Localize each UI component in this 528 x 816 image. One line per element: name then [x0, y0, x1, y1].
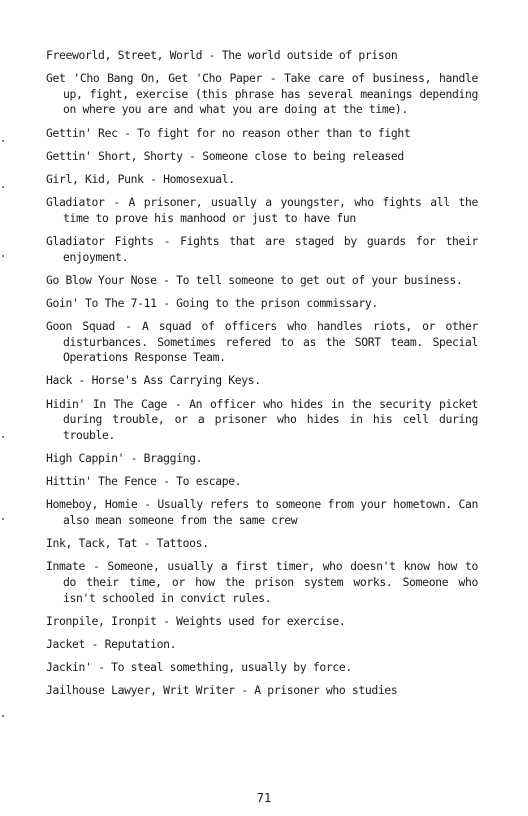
glossary-definition: A squad of officers who handles riots, or other disturbances. Sometimes refered to as the SORT team. Special Operations Response Team.: [63, 319, 478, 365]
glossary-definition: Usually refers to someone from your hometown. Can also mean someone from the same crew: [63, 497, 478, 527]
glossary-entry: [46, 559, 478, 606]
glossary-entry: [46, 683, 478, 699]
glossary-entry: [46, 397, 478, 444]
glossary-entry: [46, 195, 478, 226]
glossary-entry: [46, 234, 478, 265]
glossary-definition: Take care of business, handle up, fight, exercise (this phrase has several meanings depending on where you are and what you are doing at the time).: [63, 71, 478, 117]
glossary-term: Hack: [46, 373, 73, 388]
glossary-definition: Going to the prison commissary.: [176, 295, 378, 310]
entry-separator: -: [262, 71, 285, 86]
glossary-definition: Tattoos.: [156, 536, 209, 551]
glossary-definition: A prisoner who studies: [254, 683, 398, 698]
entry-separator: -: [137, 536, 157, 551]
glossary-term: Jackin': [46, 660, 92, 675]
glossary-term: Jailhouse Lawyer, Writ Writer: [46, 683, 235, 698]
glossary-entry: [46, 451, 478, 467]
glossary-entry: [46, 273, 478, 289]
glossary-entry: [46, 497, 478, 528]
entry-separator: -: [156, 272, 177, 287]
margin-speck: [2, 186, 4, 188]
entry-separator: -: [114, 319, 142, 334]
glossary-term: Hittin' The Fence: [46, 474, 157, 489]
glossary-entry: [46, 319, 478, 366]
glossary-definition: Reputation.: [104, 636, 177, 651]
page-number: 71: [256, 791, 272, 805]
entry-separator: -: [234, 683, 255, 698]
entry-separator: -: [124, 451, 144, 465]
margin-speck: [2, 255, 4, 257]
glossary-definition: To escape.: [176, 474, 242, 489]
glossary-term: Gettin' Short, Shorty: [46, 148, 183, 163]
glossary-page: [46, 48, 478, 706]
glossary-definition: Someone close to being released: [202, 148, 404, 163]
glossary-entry: [46, 48, 478, 64]
glossary-definition: To tell someone to get out of your business.: [176, 272, 463, 287]
glossary-entry: [46, 536, 478, 552]
margin-speck: [2, 436, 4, 438]
glossary-definition: To steal something, usually by force.: [111, 660, 352, 675]
entry-separator: -: [156, 295, 177, 310]
glossary-term: Ironpile, Ironpit: [46, 613, 157, 628]
glossary-term: Goon Squad: [46, 319, 115, 334]
glossary-term: Freeworld, Street, World: [46, 48, 203, 62]
glossary-entry: [46, 71, 478, 118]
entry-separator: -: [156, 474, 177, 489]
glossary-term: Inmate: [46, 559, 86, 574]
glossary-term: High Cappin': [46, 451, 125, 465]
glossary-term: Hidin' In The Cage: [46, 396, 168, 411]
glossary-entry: [46, 149, 478, 165]
margin-speck: [2, 715, 4, 717]
entry-separator: -: [202, 48, 222, 62]
glossary-term: Goin' To The 7-11: [46, 295, 157, 310]
entry-separator: -: [182, 148, 203, 163]
entry-separator: -: [72, 373, 92, 388]
entry-separator: -: [143, 171, 164, 186]
glossary-entry: [46, 126, 478, 142]
glossary-definition: A prisoner, usually a youngster, who fights all the time to prove his manhood or just to have fun: [63, 195, 478, 225]
glossary-definition: Someone, usually a first timer, who doesn't know how to do their time, or how the prison system works. Someone who isn't schooled in convict rules.: [63, 559, 478, 605]
glossary-definition: Weights used for exercise.: [176, 613, 346, 628]
glossary-entry: [46, 660, 478, 676]
glossary-entry: [46, 172, 478, 188]
glossary-term: Ink, Tack, Tat: [46, 536, 138, 551]
glossary-term: Gladiator: [46, 195, 105, 210]
glossary-term: Go Blow Your Nose: [46, 272, 157, 287]
glossary-entry: [46, 474, 478, 490]
entry-separator: -: [137, 497, 158, 512]
glossary-term: Gettin' Rec: [46, 125, 118, 140]
entry-separator: -: [153, 233, 181, 248]
glossary-term: Homeboy, Homie: [46, 497, 138, 512]
glossary-entry: [46, 296, 478, 312]
entry-separator: -: [117, 125, 138, 140]
margin-speck: [2, 140, 4, 142]
margin-speck: [2, 518, 4, 520]
glossary-entry: [46, 614, 478, 630]
glossary-definition: Homosexual.: [163, 171, 235, 186]
glossary-definition: An officer who hides in the security picket during trouble, or a prisoner who hides in his cell during trouble.: [63, 396, 478, 442]
glossary-definition: Fights that are staged by guards for their enjoyment.: [63, 233, 479, 264]
entry-separator: -: [156, 613, 177, 628]
glossary-entry: [46, 373, 478, 389]
entry-separator: -: [85, 559, 108, 574]
entry-separator: -: [104, 195, 129, 210]
glossary-term: Girl, Kid, Punk: [46, 171, 144, 186]
glossary-term: Get 'Cho Bang On, Get 'Cho Paper: [46, 71, 262, 86]
entry-separator: -: [85, 636, 105, 651]
glossary-definition: Horse's Ass Carrying Keys.: [91, 373, 261, 388]
glossary-definition: The world outside of prison: [221, 48, 398, 62]
glossary-definition: To fight for no reason other than to fight: [137, 125, 411, 140]
glossary-term: Jacket: [46, 636, 86, 651]
entry-separator: -: [91, 660, 112, 675]
glossary-definition: Bragging.: [143, 451, 203, 465]
glossary-entry: [46, 637, 478, 653]
glossary-term: Gladiator Fights: [46, 233, 154, 248]
entry-separator: -: [167, 396, 190, 411]
